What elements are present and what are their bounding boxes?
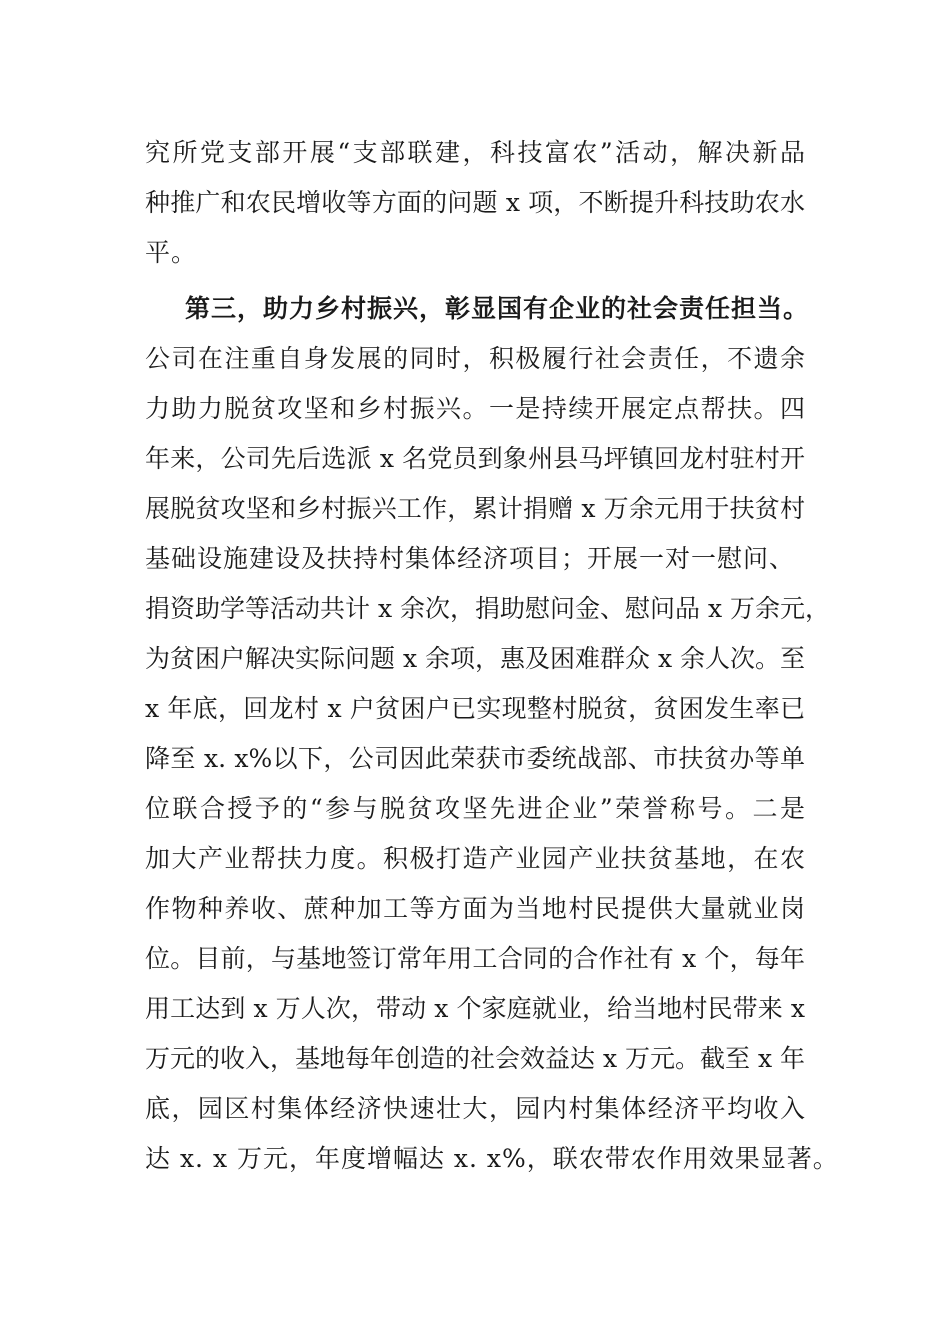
text-line: 降至 x. x%以下，公司因此荣获市委统战部、市扶贫办等单 <box>145 744 805 773</box>
text-line: 展脱贫攻坚和乡村振兴工作，累计捐赠 x 万余元用于扶贫村 <box>145 494 805 523</box>
text-line: 平。 <box>145 238 198 267</box>
text-line: 底，园区村集体经济快速壮大，园内村集体经济平均收入 <box>145 1094 805 1123</box>
text-line: 位。目前，与基地签订常年用工合同的合作社有 x 个，每年 <box>145 944 805 973</box>
text-line: 作物种养收、蔗种加工等方面为当地村民提供大量就业岗 <box>145 894 805 923</box>
text-line: 究所党支部开展“支部联建，科技富农”活动，解决新品 <box>145 138 805 167</box>
text-line: 用工达到 x 万人次，带动 x 个家庭就业，给当地村民带来 x <box>145 994 805 1023</box>
text-line: 位联合授予的“参与脱贫攻坚先进企业”荣誉称号。二是 <box>145 794 805 823</box>
text-line: 捐资助学等活动共计 x 余次，捐助慰问金、慰问品 x 万余元， <box>145 594 830 623</box>
text-line: 公司在注重自身发展的同时，积极履行社会责任，不遗余 <box>145 344 805 373</box>
text-line: 加大产业帮扶力度。积极打造产业园产业扶贫基地，在农 <box>145 844 805 873</box>
section-heading: 第三，助力乡村振兴，彰显国有企业的社会责任担当。 <box>185 294 810 323</box>
text-line: 基础设施建设及扶持村集体经济项目；开展一对一慰问、 <box>145 544 796 573</box>
text-line: 种推广和农民增收等方面的问题 x 项，不断提升科技助农水 <box>145 188 805 217</box>
text-line: x 年底，回龙村 x 户贫困户已实现整村脱贫，贫困发生率已 <box>145 694 805 723</box>
text-line: 万元的收入，基地每年创造的社会效益达 x 万元。截至 x 年 <box>145 1044 805 1073</box>
text-line: 为贫困户解决实际问题 x 余项，惠及困难群众 x 余人次。至 <box>145 644 805 673</box>
text-line: 达 x. x 万元，年度增幅达 x. x%，联农带农作用效果显著。 <box>145 1144 839 1173</box>
text-line: 力助力脱贫攻坚和乡村振兴。一是持续开展定点帮扶。四 <box>145 394 805 423</box>
text-line: 年来，公司先后选派 x 名党员到象州县马坪镇回龙村驻村开 <box>145 444 805 473</box>
